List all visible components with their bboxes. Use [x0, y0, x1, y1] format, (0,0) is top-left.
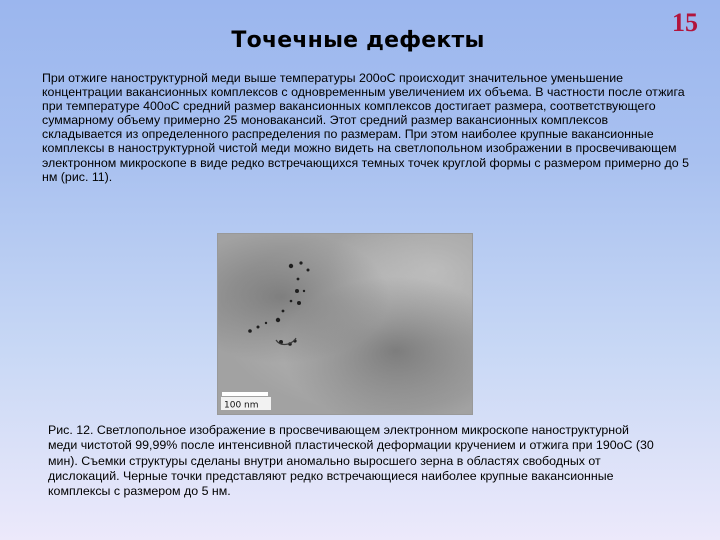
- defect-dot: [276, 318, 280, 322]
- defect-dot: [297, 278, 300, 281]
- defect-dot: [257, 326, 260, 329]
- defect-dot: [248, 329, 252, 333]
- defect-dot: [299, 261, 302, 264]
- tem-micrograph: [217, 233, 473, 415]
- defect-dot: [303, 290, 305, 292]
- dislocation-line: [276, 338, 296, 345]
- defect-dot: [265, 322, 267, 324]
- defect-dot: [297, 301, 301, 305]
- defect-dot: [295, 289, 299, 293]
- defect-dot: [290, 300, 293, 303]
- defect-dot: [307, 269, 310, 272]
- defect-dots: [248, 261, 309, 345]
- body-paragraph: При отжиге наноструктурной меди выше температуры 200оС происходит значительное уменьшение концентрации вакансионных комплексов с одновременным увеличением их объема. В частности после отжига при температуре 400оС средний размер вакансионных комплексов достигает размера, соответствующего суммарному объему примерно 25 моновакансий. Этот средний размер вакансионных комплексов складывается из определенного распределения по размерам. При этом наиболее крупные вакансионные комплексы в наноструктурной чистой меди можно видеть на светлопольном изображении в просвечивающем электронном микроскопе в виде редко встречающихся темных точек круглой формы с размером примерно до 5 нм (рис. 11).: [42, 71, 689, 184]
- slide-title: Точечные дефекты: [231, 28, 485, 53]
- scale-bar: [222, 392, 268, 396]
- scale-label: 100 nm: [224, 400, 259, 411]
- figure-caption: Рис. 12. Светлопольное изображение в просвечивающем электронном микроскопе наноструктурной меди чистотой 99,99% после интенсивной пластической деформации кручением и отжига при 190оС (30 мин). Съемки структуры сделаны внутри аномально выросшего зерна в областях свободных от дислокаций. Черные точки представляют редко встречающиеся наиболее крупные вакансионные комплексы с размером до 5 нм.: [48, 423, 654, 499]
- defect-dot: [289, 264, 293, 268]
- micrograph-drawing: [218, 234, 472, 414]
- slide-number: 15: [672, 8, 698, 37]
- defect-dot: [282, 310, 285, 313]
